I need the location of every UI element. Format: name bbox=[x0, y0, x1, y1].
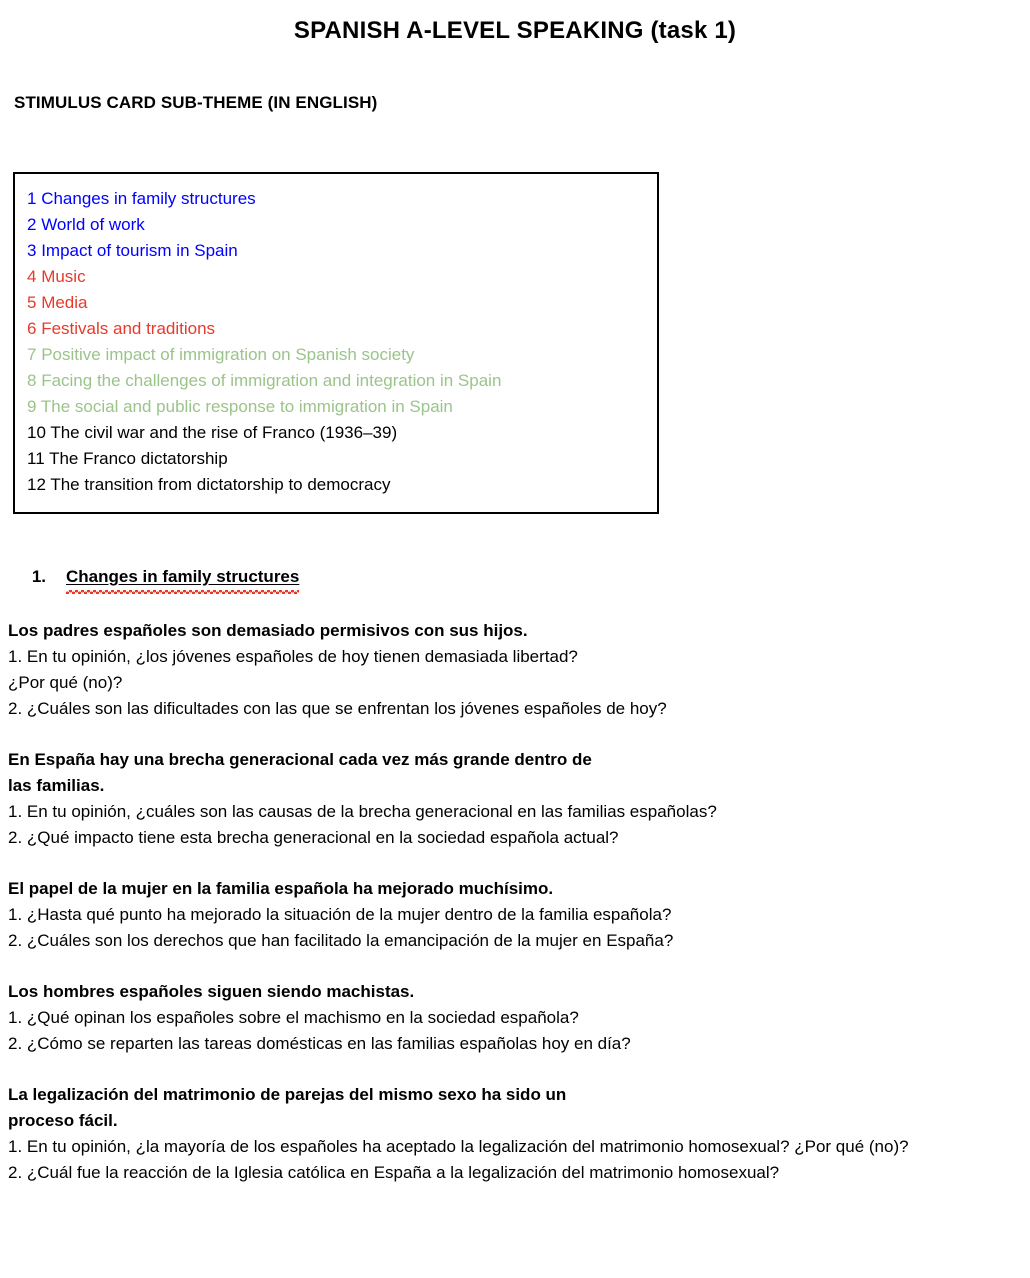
sub-theme-item bbox=[27, 264, 647, 290]
question-line: 2. ¿Cuáles son las dificultades con las que se enfrentan los jóvenes españoles de hoy? bbox=[8, 699, 667, 718]
stimulus-statement: El papel de la mujer en la familia española ha mejorado muchísimo. bbox=[8, 879, 554, 898]
question-block bbox=[8, 618, 1022, 722]
sub-theme-item bbox=[27, 368, 647, 394]
sub-theme-list bbox=[27, 186, 647, 498]
sub-theme-list-box bbox=[13, 172, 659, 514]
sub-theme-item bbox=[27, 238, 647, 264]
question-line: 2. ¿Cómo se reparten las tareas domésticas en las familias españolas hoy en día? bbox=[8, 1034, 631, 1053]
sub-theme-item bbox=[27, 472, 647, 498]
sub-theme-number: 10 bbox=[27, 423, 46, 442]
sub-theme-number: 4 bbox=[27, 267, 37, 286]
question-line: 2. ¿Qué impacto tiene esta brecha generacional en la sociedad española actual? bbox=[8, 828, 619, 847]
question-block bbox=[8, 1082, 1022, 1186]
question-blocks bbox=[8, 618, 1022, 1186]
sub-theme-number: 11 bbox=[27, 449, 45, 468]
sub-theme-label: Positive impact of immigration on Spanish society bbox=[36, 345, 415, 364]
stimulus-statement: La legalización del matrimonio de parejas del mismo sexo ha sido un bbox=[8, 1085, 567, 1104]
section-heading bbox=[0, 565, 1030, 589]
sub-theme-label: The social and public response to immigration in Spain bbox=[36, 397, 453, 416]
stimulus-card-sub-heading: STIMULUS CARD SUB-THEME (IN ENGLISH) bbox=[14, 93, 378, 112]
sub-theme-label: The civil war and the rise of Franco (1936–39) bbox=[45, 423, 398, 442]
sub-theme-item bbox=[27, 342, 647, 368]
question-block bbox=[8, 876, 1022, 954]
sub-theme-label: Impact of tourism in Spain bbox=[36, 241, 238, 260]
question-block bbox=[8, 979, 1022, 1057]
sub-theme-label: Music bbox=[36, 267, 86, 286]
sub-theme-label: Media bbox=[36, 293, 88, 312]
sub-theme-label: Festivals and traditions bbox=[36, 319, 216, 338]
sub-theme-label: Changes in family structures bbox=[36, 189, 256, 208]
question-line: 1. En tu opinión, ¿la mayoría de los españoles ha aceptado la legalización del matrimonio homosexual? ¿Por qué (no)? bbox=[8, 1137, 909, 1156]
question-line: 1. ¿Qué opinan los españoles sobre el machismo en la sociedad española? bbox=[8, 1008, 579, 1027]
question-line: ¿Por qué (no)? bbox=[8, 673, 123, 692]
question-line: 2. ¿Cuál fue la reacción de la Iglesia católica en España a la legalización del matrimonio homosexual? bbox=[8, 1163, 780, 1182]
question-line: 2. ¿Cuáles son los derechos que han facilitado la emancipación de la mujer en España? bbox=[8, 931, 674, 950]
question-block bbox=[8, 747, 1022, 851]
sub-theme-label: World of work bbox=[36, 215, 145, 234]
sub-theme-item bbox=[27, 186, 647, 212]
sub-theme-number: 8 bbox=[27, 371, 37, 390]
section-title: Changes in family structures bbox=[66, 565, 299, 589]
question-line: 1. ¿Hasta qué punto ha mejorado la situación de la mujer dentro de la familia española? bbox=[8, 905, 672, 924]
sub-theme-item bbox=[27, 290, 647, 316]
stimulus-statement-line2: proceso fácil. bbox=[8, 1111, 118, 1130]
stimulus-statement: En España hay una brecha generacional cada vez más grande dentro de bbox=[8, 750, 592, 769]
stimulus-statement: Los padres españoles son demasiado permisivos con sus hijos. bbox=[8, 621, 528, 640]
sub-theme-item bbox=[27, 212, 647, 238]
question-line: 1. En tu opinión, ¿los jóvenes españoles de hoy tienen demasiada libertad? bbox=[8, 647, 578, 666]
sub-theme-label: The transition from dictatorship to democracy bbox=[45, 475, 391, 494]
sub-theme-number: 1 bbox=[27, 189, 37, 208]
sub-theme-item bbox=[27, 420, 647, 446]
sub-theme-number: 2 bbox=[27, 215, 37, 234]
stimulus-statement-line2: las familias. bbox=[8, 776, 105, 795]
sub-theme-label: Facing the challenges of immigration and integration in Spain bbox=[36, 371, 502, 390]
sub-theme-label: The Franco dictatorship bbox=[44, 449, 228, 468]
question-line: 1. En tu opinión, ¿cuáles son las causas de la brecha generacional en las familias españolas? bbox=[8, 802, 717, 821]
sub-theme-number: 3 bbox=[27, 241, 37, 260]
sub-theme-item bbox=[27, 316, 647, 342]
sub-theme-number: 7 bbox=[27, 345, 37, 364]
sub-theme-number: 6 bbox=[27, 319, 37, 338]
stimulus-statement: Los hombres españoles siguen siendo machistas. bbox=[8, 982, 415, 1001]
sub-theme-number: 9 bbox=[27, 397, 37, 416]
sub-theme-item bbox=[27, 394, 647, 420]
section-number: 1. bbox=[31, 567, 46, 586]
sub-theme-number: 5 bbox=[27, 293, 37, 312]
sub-theme-number: 12 bbox=[27, 475, 46, 494]
page-title: SPANISH A-LEVEL SPEAKING (task 1) bbox=[293, 17, 737, 44]
sub-theme-item bbox=[27, 446, 647, 472]
